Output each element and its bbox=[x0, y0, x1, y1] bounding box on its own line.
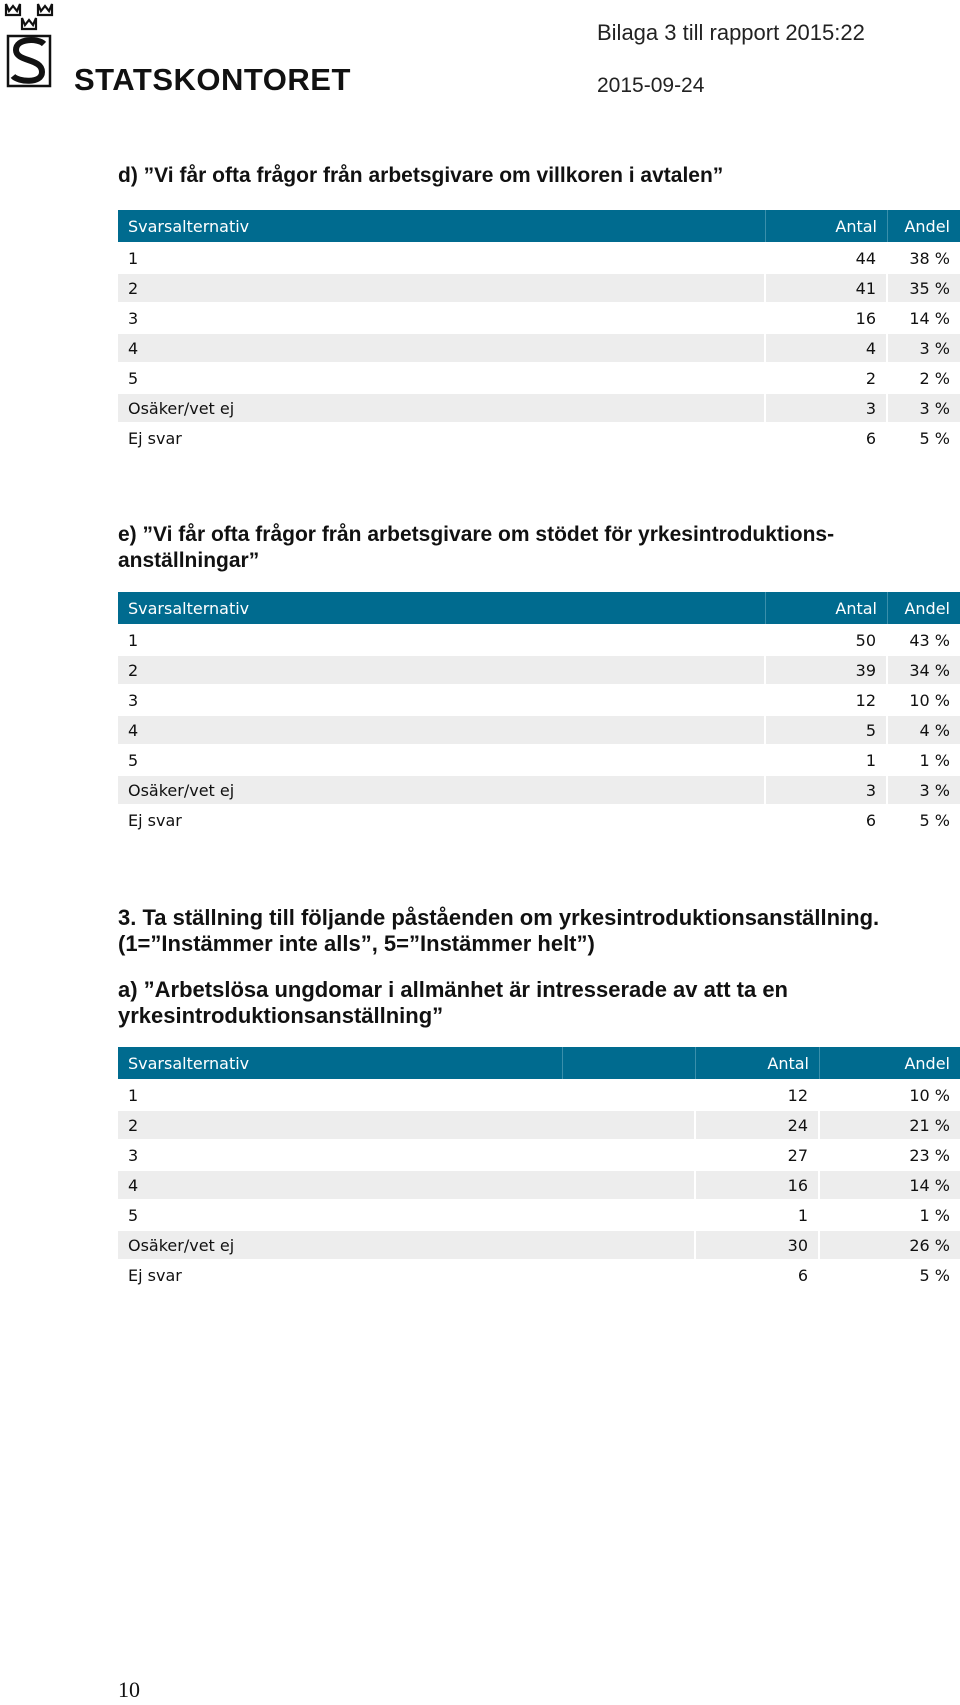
crown-s-emblem-icon bbox=[0, 0, 70, 100]
table-row: 4 4 3 % bbox=[118, 332, 960, 362]
table-row: 2 24 21 % bbox=[118, 1109, 960, 1139]
question-3-heading-line1: 3. Ta ställning till följande påståenden om yrkesintroduktionsanställning. bbox=[118, 905, 880, 930]
table-row: 5 2 2 % bbox=[118, 362, 960, 392]
column-header: Andel bbox=[820, 1047, 960, 1079]
question-3-heading bbox=[118, 905, 879, 957]
table-row: 3 12 10 % bbox=[118, 684, 960, 714]
table-row: 2 41 35 % bbox=[118, 272, 960, 302]
page-number: 10 bbox=[118, 1677, 140, 1702]
table-row: 1 12 10 % bbox=[118, 1079, 960, 1109]
section-a-heading-line1: a) ”Arbetslösa ungdomar i allmänhet är intresserade av att ta en bbox=[118, 977, 788, 1002]
column-header: Andel bbox=[888, 592, 960, 624]
table-row: Ej svar 6 5 % bbox=[118, 422, 960, 452]
question-3-heading-line2: (1=”Instämmer inte alls”, 5=”Instämmer helt”) bbox=[118, 931, 595, 956]
table-row: 1 50 43 % bbox=[118, 624, 960, 654]
section-a-heading bbox=[118, 977, 788, 1029]
section-d-heading: d) ”Vi får ofta frågor från arbetsgivare om villkoren i avtalen” bbox=[118, 164, 724, 187]
table-row: 5 1 1 % bbox=[118, 1199, 960, 1229]
column-header-empty bbox=[563, 1047, 696, 1079]
section-e-heading-line1: e) ”Vi får ofta frågor från arbetsgivare om stödet för yrkesintroduktions- bbox=[118, 523, 835, 546]
org-name: STATSKONTORET bbox=[74, 62, 351, 97]
table-row: 1 44 38 % bbox=[118, 242, 960, 272]
table-row: 4 16 14 % bbox=[118, 1169, 960, 1199]
section-d-table bbox=[118, 210, 960, 452]
column-header: Antal bbox=[766, 210, 888, 242]
table-row: 2 39 34 % bbox=[118, 654, 960, 684]
report-reference: Bilaga 3 till rapport 2015:22 bbox=[597, 20, 865, 45]
column-header: Svarsalternativ bbox=[118, 210, 766, 242]
table-row: 4 5 4 % bbox=[118, 714, 960, 744]
report-date: 2015-09-24 bbox=[597, 74, 705, 97]
table-row: 5 1 1 % bbox=[118, 744, 960, 774]
table-row: Ej svar 6 5 % bbox=[118, 1259, 960, 1289]
section-a-table bbox=[118, 1047, 960, 1289]
column-header: Andel bbox=[888, 210, 960, 242]
column-header: Antal bbox=[766, 592, 888, 624]
column-header: Antal bbox=[696, 1047, 820, 1079]
table-row: Osäker/vet ej 3 3 % bbox=[118, 774, 960, 804]
table-row: Osäker/vet ej 30 26 % bbox=[118, 1229, 960, 1259]
column-header: Svarsalternativ bbox=[118, 1047, 563, 1079]
section-e-heading bbox=[118, 522, 834, 574]
section-e-table bbox=[118, 592, 960, 834]
table-row: Ej svar 6 5 % bbox=[118, 804, 960, 834]
section-e-heading-line2: anställningar” bbox=[118, 549, 260, 572]
table-row: Osäker/vet ej 3 3 % bbox=[118, 392, 960, 422]
table-row: 3 16 14 % bbox=[118, 302, 960, 332]
table-row: 3 27 23 % bbox=[118, 1139, 960, 1169]
column-header: Svarsalternativ bbox=[118, 592, 766, 624]
section-a-heading-line2: yrkesintroduktionsanställning” bbox=[118, 1003, 444, 1028]
